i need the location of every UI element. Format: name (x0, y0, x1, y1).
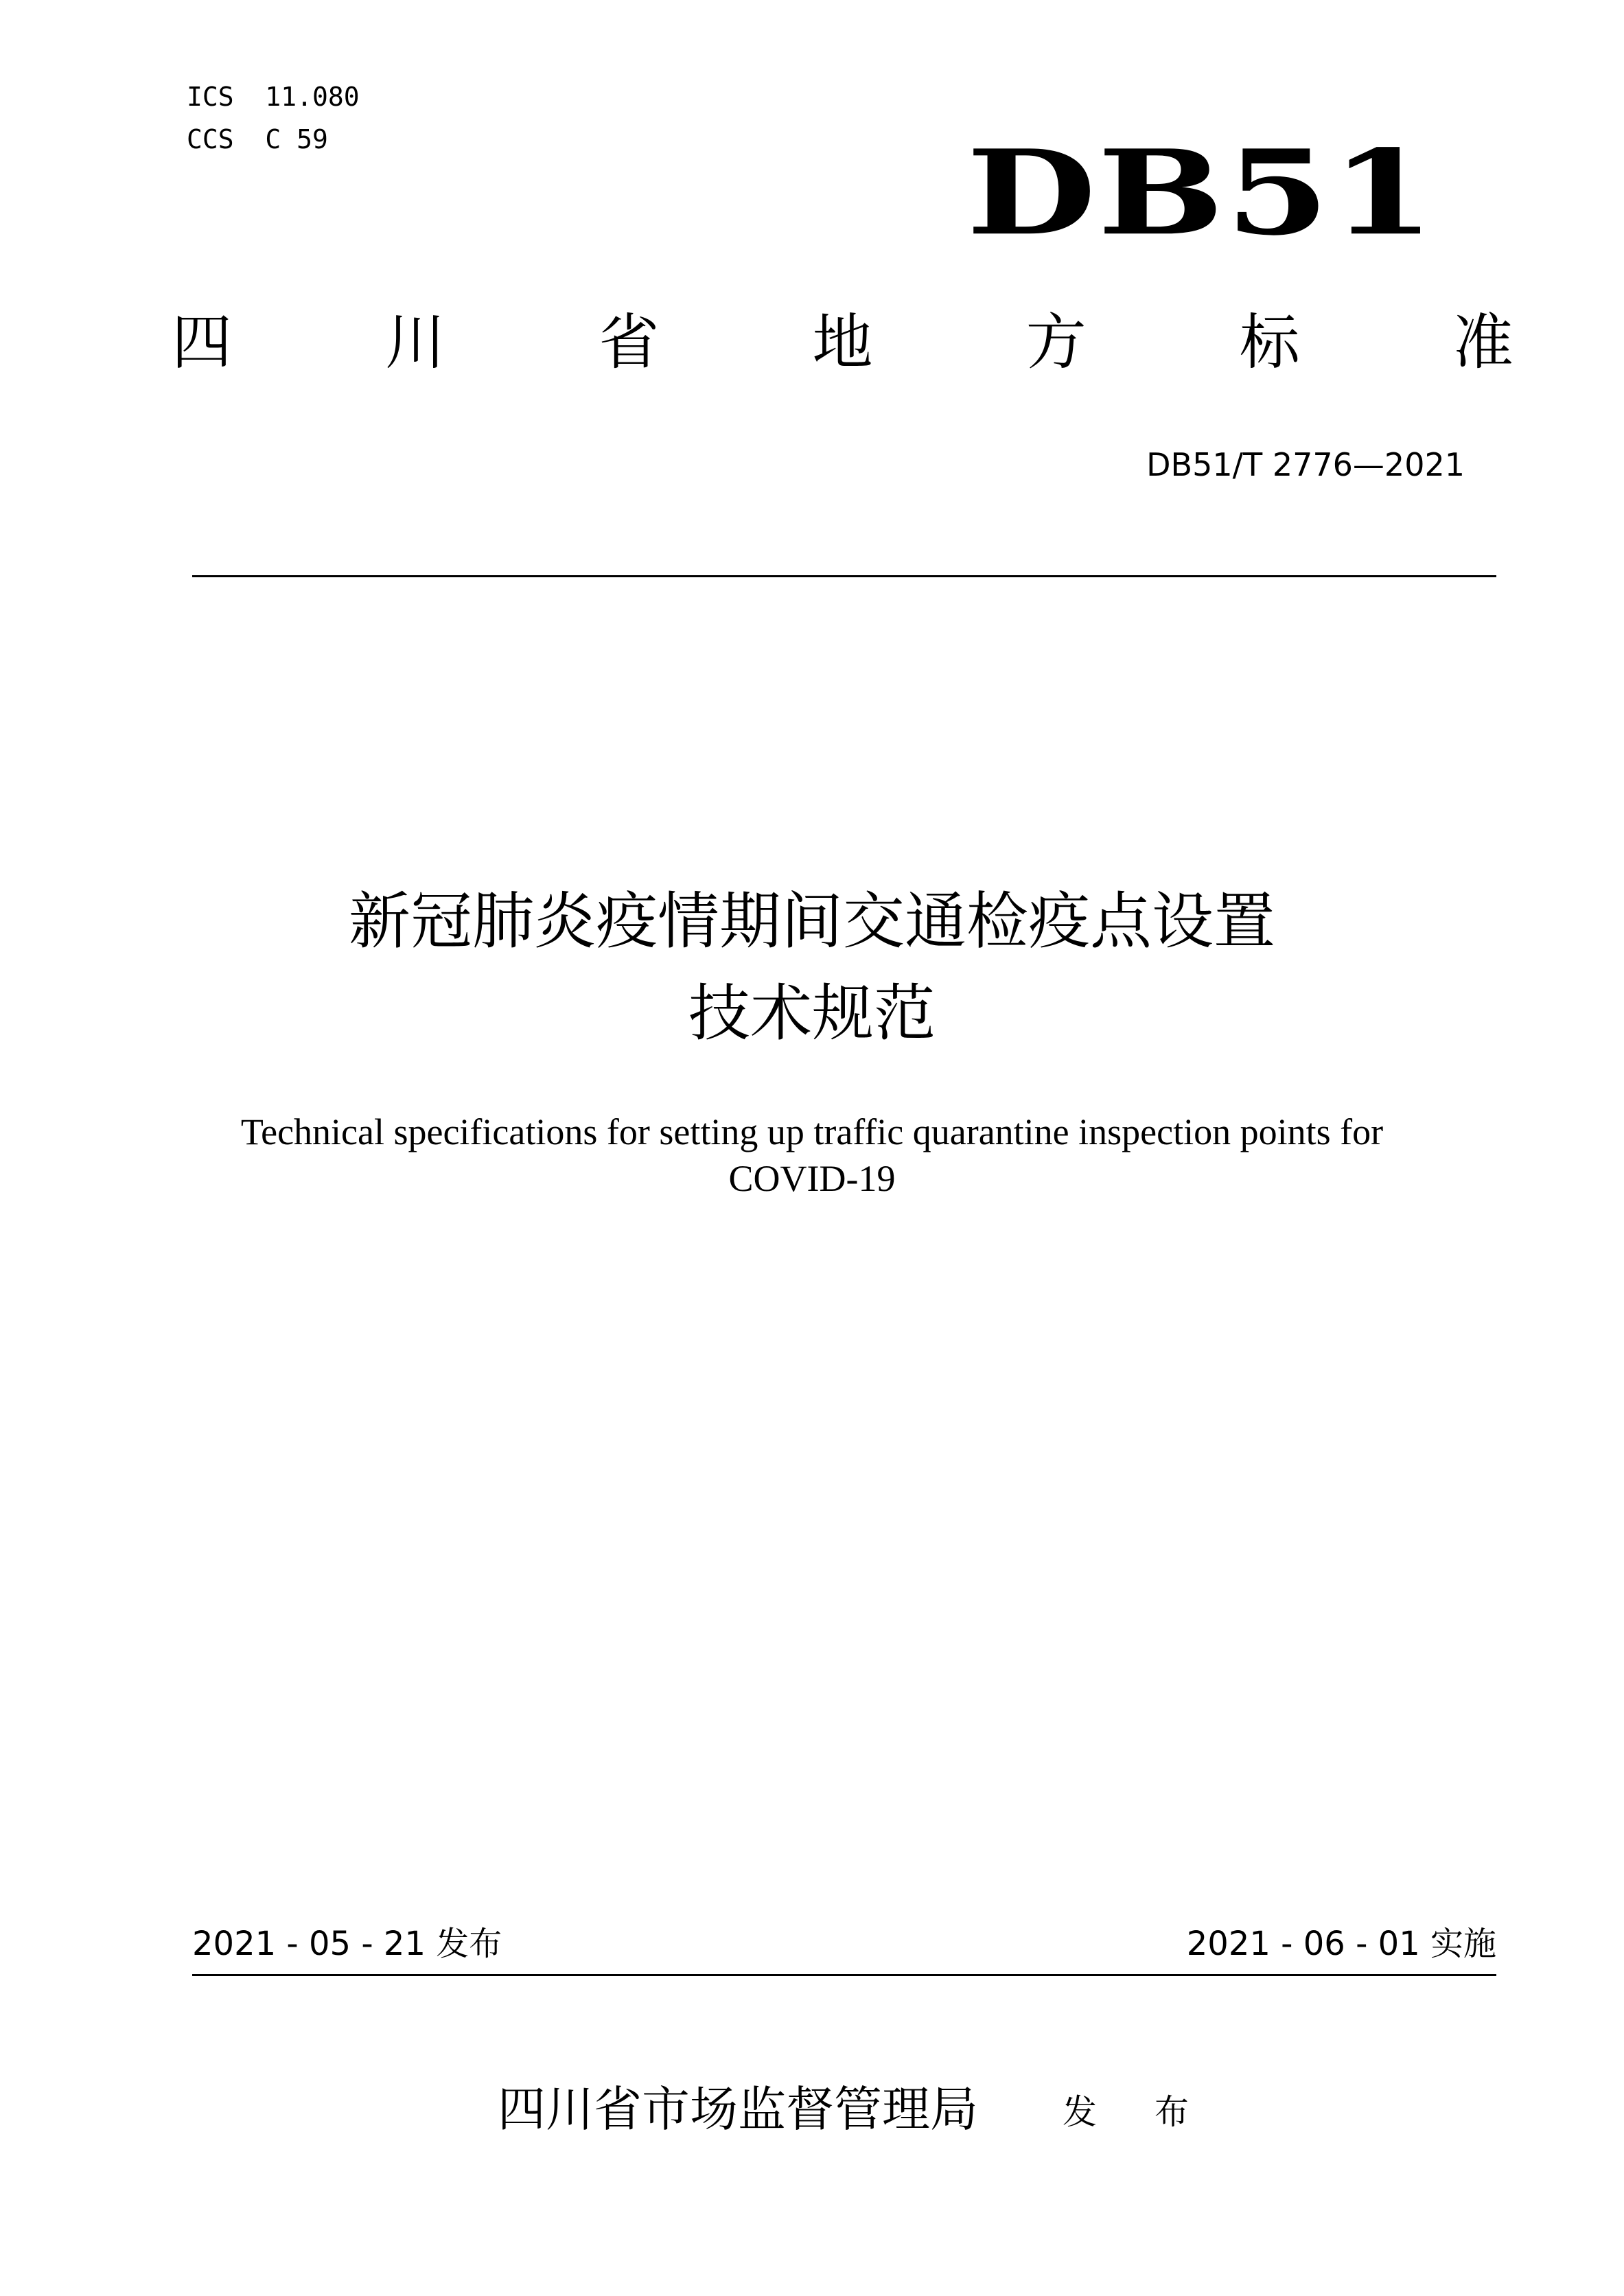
standard-code-logo: DB51 (966, 124, 1437, 262)
effective-date: 2021 - 06 - 01 实施 (1186, 1925, 1496, 1963)
top-divider (192, 575, 1496, 577)
standard-type-char: 省 (599, 307, 660, 378)
publisher-name: 四川省市场监督管理局 (498, 2081, 978, 2137)
publish-date: 2021 - 05 - 21 发布 (192, 1925, 502, 1963)
ics-code: ICS 11.080 (187, 82, 360, 112)
standard-type-heading (172, 307, 1513, 378)
standard-type-char: 川 (385, 307, 446, 378)
standard-type-char: 四 (172, 307, 233, 378)
ccs-code: CCS C 59 (187, 124, 328, 154)
english-title-line-1: Technical specifications for setting up traffic quarantine inspection points for (240, 1111, 1384, 1152)
standard-type-char: 方 (1025, 307, 1087, 378)
chinese-title-line-2: 技术规范 (688, 977, 936, 1050)
standard-type-char: 地 (812, 307, 873, 378)
standard-number: DB51/T 2776—2021 (1146, 446, 1465, 483)
chinese-title-line-1: 新冠肺炎疫情期间交通检疫点设置 (349, 885, 1275, 958)
english-title-line-2: COVID-19 (728, 1158, 896, 1199)
standard-type-char: 准 (1452, 307, 1513, 378)
bottom-divider (192, 1974, 1496, 1976)
standard-type-char: 标 (1239, 307, 1300, 378)
publisher-suffix: 发 布 (1063, 2092, 1212, 2132)
